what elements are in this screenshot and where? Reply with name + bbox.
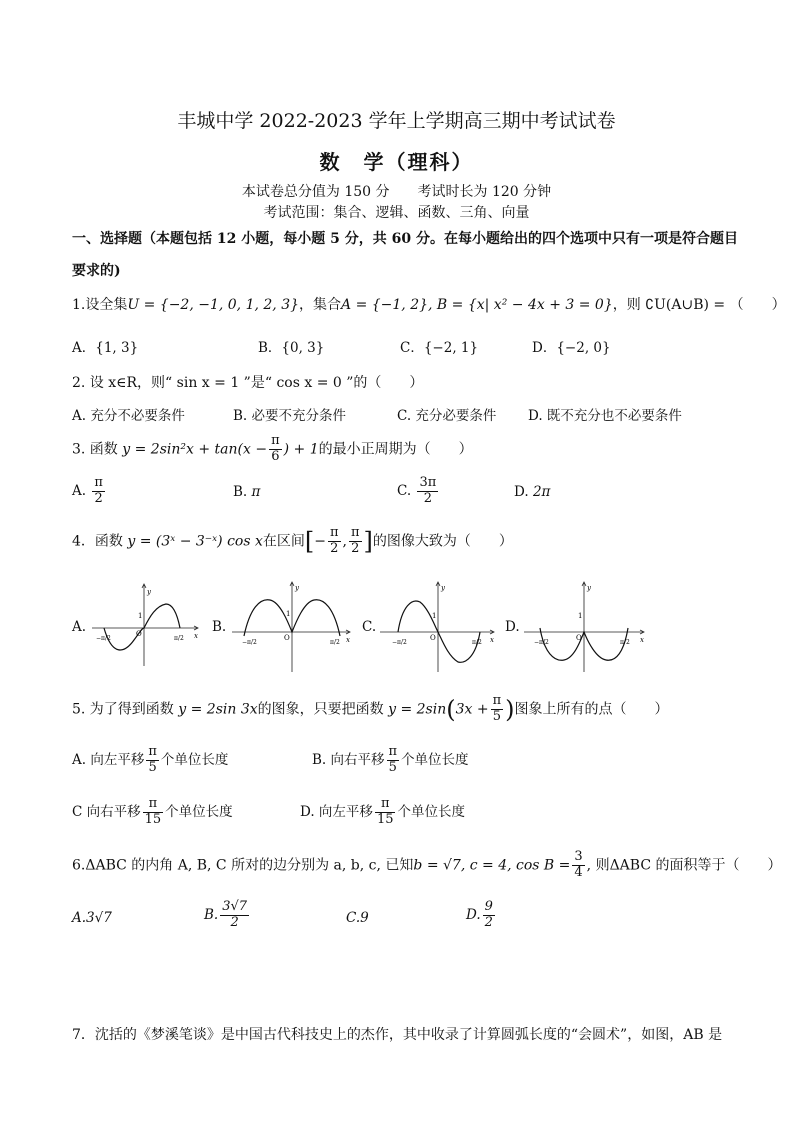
q5-option-a[interactable]: A. 向左平移 $\frac{\pi}{5}$ 个单位长度 bbox=[72, 744, 229, 775]
q4d-tick-right: π/2 bbox=[620, 639, 630, 646]
q4c-axis-y: y bbox=[441, 584, 445, 592]
q3-fraction: $\frac{\pi}{6}$ bbox=[271, 433, 280, 464]
q3-option-d[interactable]: D. 2π bbox=[514, 484, 551, 500]
q4b-axis-x: x bbox=[346, 636, 350, 644]
q4a-origin: O bbox=[136, 630, 142, 638]
q4c-one: 1 bbox=[432, 612, 437, 620]
q6-option-a[interactable]: A.3√7 bbox=[72, 910, 112, 926]
q4d-axis-x: x bbox=[640, 636, 644, 644]
q1-option-c[interactable]: C．{−2, 1} bbox=[400, 340, 479, 356]
q2-option-a[interactable]: A. 充分不必要条件 bbox=[72, 408, 185, 424]
q4-option-a-label[interactable]: A. bbox=[72, 619, 87, 635]
question-5: 5. 为了得到函数 y = 2sin 3x的图象，只要把函数 y = 2sin(3x + $\frac{\pi}{5}$ )图象上所有的点（ ） bbox=[72, 693, 669, 724]
section-heading-cont: 要求的) bbox=[72, 263, 121, 279]
question-2: 2. 设 x∈R，则“ sin x = 1 ”是“ cos x = 0 ”的（ ） bbox=[72, 375, 424, 391]
q4-graph-a[interactable] bbox=[90, 578, 202, 670]
q5-option-b[interactable]: B. 向右平移 $\frac{\pi}{5}$ 个单位长度 bbox=[312, 744, 469, 775]
q4c-origin: O bbox=[430, 634, 436, 642]
q4d-tick-left: −π/2 bbox=[534, 639, 549, 646]
q2-option-c[interactable]: C. 充分必要条件 bbox=[397, 408, 497, 424]
question-3: 3. 函数 y = 2sin²x + tan(x − $\frac{\pi}{6}$ ) + 1的最小正周期为（ ） bbox=[72, 433, 473, 464]
q4-option-c-label[interactable]: C. bbox=[362, 619, 377, 635]
q4-option-d-label[interactable]: D. bbox=[505, 619, 520, 635]
q4-graph-b[interactable] bbox=[230, 578, 355, 674]
q4c-tick-left: −π/2 bbox=[392, 639, 407, 646]
q4a-axis-y: y bbox=[147, 588, 151, 596]
q2-option-b[interactable]: B. 必要不充分条件 bbox=[233, 408, 347, 424]
question-7: 7．沈括的《梦溪笔谈》是中国古代科技史上的杰作，其中收录了计算圆弧长度的“会圆术”，如图，AB 是 bbox=[72, 1027, 723, 1043]
q3-option-b[interactable]: B. π bbox=[233, 484, 261, 500]
q5-option-d[interactable]: D. 向左平移 $\frac{\pi}{15}$ 个单位长度 bbox=[300, 796, 465, 827]
q4a-one: 1 bbox=[138, 612, 143, 620]
q4-graph-d[interactable] bbox=[522, 578, 648, 674]
q4b-one: 1 bbox=[286, 610, 291, 618]
q6-option-d[interactable]: D. $\frac{9}{2}$ bbox=[466, 899, 493, 930]
q4c-tick-right: π/2 bbox=[472, 639, 482, 646]
q4a-tick-right: π/2 bbox=[174, 635, 184, 642]
q4d-one: 1 bbox=[578, 612, 583, 620]
q4b-origin: O bbox=[284, 634, 290, 642]
question-6: 6.ΔABC 的内角 A, B, C 所对的边分别为 a, b, c, 已知b = √7, c = 4, cos B = $\frac{3}{4}$ , 则ΔABC 的面积等于（ ） bbox=[72, 849, 782, 880]
section-heading: 一、选择题（本题包括 12 小题，每小题 5 分，共 60 分。在每小题给出的四个选项中只有一项是符合题目 bbox=[72, 231, 738, 247]
q4b-axis-y: y bbox=[295, 584, 299, 592]
q3-option-a[interactable]: A. $\frac{\pi}{2}$ bbox=[72, 475, 103, 506]
subject-title: 数 学（理科） bbox=[319, 150, 474, 174]
q2-option-d[interactable]: D. 既不充分也不必要条件 bbox=[528, 408, 682, 424]
exam-title: 丰城中学 2022-2023 学年上学期高三期中考试试卷 bbox=[177, 110, 616, 132]
q1-option-a[interactable]: A．{1, 3} bbox=[72, 340, 139, 356]
q4b-tick-left: −π/2 bbox=[242, 639, 257, 646]
q4b-tick-right: π/2 bbox=[330, 639, 340, 646]
q4a-axis-x: x bbox=[194, 632, 198, 640]
q4d-axis-y: y bbox=[587, 584, 591, 592]
q1-option-b[interactable]: B．{0, 3} bbox=[258, 340, 325, 356]
score-info: 本试卷总分值为 150 分 考试时长为 120 分钟 bbox=[241, 184, 552, 200]
q4-option-b-label[interactable]: B. bbox=[212, 619, 227, 635]
q1-option-d[interactable]: D．{−2, 0} bbox=[532, 340, 611, 356]
question-1: 1.设全集U = {−2, −1, 0, 1, 2, 3}，集合A = {−1, 2}, B = {x| x² − 4x + 3 = 0}，则 ∁U(A∪B) = （ ） bbox=[72, 297, 786, 313]
exam-scope: 考试范围：集合、逻辑、函数、三角、向量 bbox=[263, 205, 530, 221]
question-4: 4．函数 y = (3ˣ − 3⁻ˣ) cos x在区间[− $\frac{\pi}{2}$ , $\frac{\pi}{2}$ ]的图像大致为（ ） bbox=[72, 525, 513, 556]
q4d-origin: O bbox=[576, 634, 582, 642]
q4c-axis-x: x bbox=[490, 636, 494, 644]
q4a-tick-left: −π/2 bbox=[96, 635, 111, 642]
q5-option-c[interactable]: C 向右平移 $\frac{\pi}{15}$ 个单位长度 bbox=[72, 796, 233, 827]
q6-option-b[interactable]: B. $\frac{3√7}{2}$ bbox=[204, 899, 248, 930]
q6-option-c[interactable]: C.9 bbox=[346, 910, 369, 926]
q4-graph-c[interactable] bbox=[378, 578, 498, 674]
q3-option-c[interactable]: C. $\frac{3\pi}{2}$ bbox=[397, 475, 437, 506]
